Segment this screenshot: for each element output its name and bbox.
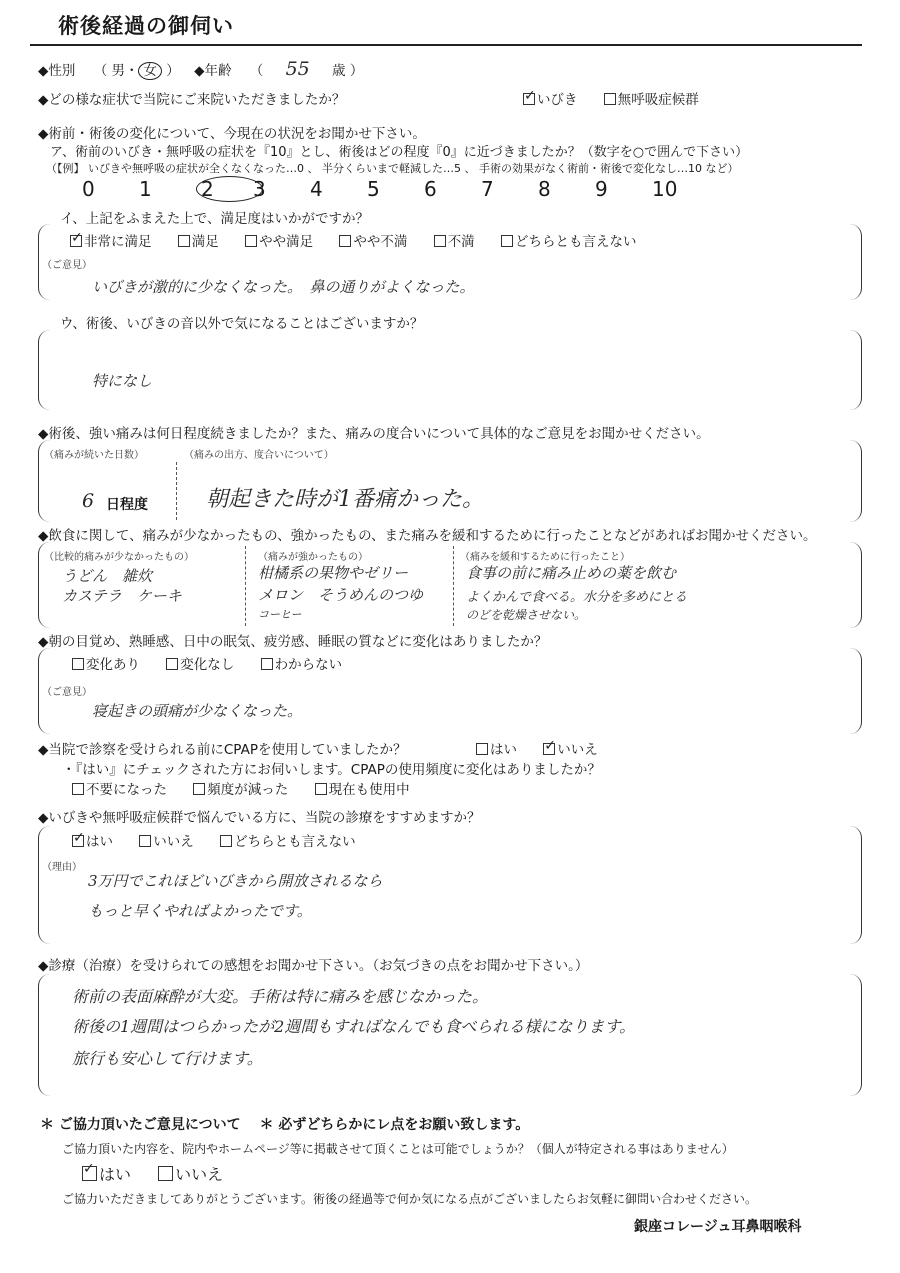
option-label: 頻度が減った [207, 782, 289, 798]
pain-divider [176, 462, 177, 520]
cpap-option-no[interactable] [543, 742, 598, 758]
option-label: どちらとも言えない [514, 234, 637, 250]
checkbox-icon[interactable] [82, 1166, 97, 1181]
impression-question: ◆診療（治療）を受けられての感想をお聞かせ下さい。（お気づきの点をお聞かせ下さい。） [38, 958, 589, 974]
consent-options [82, 1162, 245, 1185]
checkbox-icon[interactable] [72, 835, 84, 847]
checkbox-icon[interactable] [72, 783, 84, 795]
option-label: 変化なし [180, 657, 235, 673]
checkbox-icon[interactable] [543, 743, 555, 755]
age-value[interactable]: 55 [285, 58, 310, 80]
change-example: （【例】 いびきや無呼吸の症状が全くなくなった…0 、 半分くらいまで軽減した…5 、 手術の効果がなく術前・術後で変化なし…10 など） [46, 162, 739, 175]
age-label: ◆年齢 [194, 63, 232, 79]
option-label: 現在も使用中 [328, 782, 410, 798]
food-col3-line[interactable]: よくかんで食べる。水分を多めにとる [466, 590, 688, 605]
recommend-question: ◆いびきや無呼吸症候群で悩んでいる方に、当院の診療をすすめますか？ [38, 810, 481, 826]
option-label: 満足 [191, 234, 219, 250]
satisfaction-options [70, 230, 658, 250]
pain-days-unit: 日程度 [106, 497, 148, 513]
pain-days-label: （痛みが続いた日数） [44, 450, 144, 461]
consent-heading-b: ＊ 必ずどちらかにレ点をお願い致します。 [259, 1117, 530, 1133]
recommend-option-no[interactable] [139, 834, 194, 850]
checkbox-icon[interactable] [72, 658, 84, 670]
scale-2-circled[interactable] [196, 176, 253, 202]
option-label: わからない [274, 657, 343, 673]
recommend-reason-line[interactable]: 3万円でこれほどいびきから開放されるなら [88, 872, 383, 890]
checkbox-icon[interactable] [178, 235, 190, 247]
consent-option-yes[interactable] [82, 1165, 131, 1184]
scale-5[interactable]: 5 [367, 177, 380, 201]
change-instruction: ア、術前のいびき・無呼吸の症状を『10』とし、術後はどの程度『0』に近づきましたか？（数字を○で囲んで下さい） [50, 145, 749, 160]
age-close: ） [349, 63, 364, 79]
scale-10[interactable]: 10 [652, 177, 678, 201]
recommend-reason-label: （理由） [42, 862, 82, 873]
consent-thanks: ご協力いただきましてありがとうございます。術後の経過等で何か気になる点がございましたらお気軽に御問い合わせください。 [62, 1192, 758, 1206]
clinic-name: 銀座コレージュ耳鼻咽喉科 [634, 1219, 802, 1235]
age-unit: 歳 [332, 63, 346, 79]
checkbox-icon[interactable] [220, 835, 232, 847]
satisfaction-opinion[interactable]: いびきが激的に少なくなった。 鼻の通りがよくなった。 [92, 278, 475, 296]
checkbox-icon[interactable] [339, 235, 351, 247]
scale-7[interactable]: 7 [481, 177, 494, 201]
symptom-option-apnea[interactable] [604, 92, 699, 108]
scale-0[interactable]: 0 [82, 177, 95, 201]
pain-detail-label: （痛みの出方、度合いについて） [184, 450, 334, 461]
scale-9[interactable]: 9 [595, 177, 608, 201]
sex-separator: ・ [124, 63, 139, 79]
option-label: いいえ [153, 834, 194, 850]
cpap-question: ◆当院で診察を受けられる前にCPAPを使用していましたか？ [38, 742, 407, 758]
change-scale [82, 176, 709, 202]
option-label: いいえ [175, 1165, 224, 1184]
checkbox-icon[interactable] [604, 93, 616, 105]
satisfaction-question: イ、上記をふまえた上で、満足度はいかがですか？ [60, 211, 370, 227]
checkbox-icon[interactable] [158, 1166, 173, 1181]
consent-heading [40, 1114, 529, 1134]
satisfaction-option[interactable] [70, 234, 152, 250]
pain-question: ◆術後、強い痛みは何日程度続きましたか？また、痛みの度合いについて具体的なご意見をお聞かせください。 [38, 426, 710, 442]
checkbox-icon[interactable] [166, 658, 178, 670]
recommend-options [72, 830, 378, 850]
option-label: やや不満 [353, 234, 408, 250]
satisfaction-option[interactable] [245, 234, 313, 250]
option-label: 不要になった [86, 782, 167, 798]
page-title: 術後経過の御伺い [58, 14, 234, 38]
satisfaction-option[interactable] [178, 234, 219, 250]
food-col3-line[interactable]: 食事の前に痛み止めの薬を飲む [466, 564, 677, 582]
scale-6[interactable]: 6 [424, 177, 437, 201]
scale-3[interactable]: 3 [253, 177, 266, 201]
food-col2-line[interactable]: メロン そうめんのつゆ [258, 586, 424, 604]
cpap-followup: ・『はい』にチェックされた方にお伺いします。CPAPの使用頻度に変化はありましたか？ [62, 762, 601, 778]
cpap-followup-option[interactable] [315, 782, 410, 798]
food-divider-1 [245, 546, 246, 626]
food-col1-line[interactable]: カステラ ケーキ [62, 587, 182, 605]
sleep-opinion-label: （ご意見） [42, 687, 92, 698]
checkbox-icon[interactable] [315, 783, 327, 795]
checkbox-icon[interactable] [476, 743, 488, 755]
checkbox-icon[interactable] [70, 235, 82, 247]
consent-question: ご協力頂いた内容を、院内やホームページ等に掲載させて頂くことは可能でしょうか？（個人が特定される事はありません） [62, 1142, 734, 1156]
other-question: ウ、術後、いびきの音以外で気になることはございますか？ [60, 316, 424, 332]
sex-female-circled[interactable]: 女 [138, 62, 162, 80]
consent-heading-a: ＊ ご協力頂いたご意見について [40, 1117, 241, 1133]
cpap-option-yes[interactable] [476, 742, 517, 758]
change-question: ◆術前・術後の変化について、今現在の状況をお聞かせ下さい。 [38, 126, 426, 142]
option-label: はい [99, 1165, 132, 1184]
option-label: 変化あり [86, 657, 140, 673]
sleep-opinion[interactable]: 寝起きの頭痛が少なくなった。 [92, 702, 303, 720]
satisfaction-option[interactable] [434, 234, 475, 250]
impression-line[interactable]: 術前の表面麻酔が大変。手術は特に痛みを感じなかった。 [72, 987, 489, 1006]
food-col3-label: （痛みを緩和するために行ったこと） [460, 552, 630, 563]
scale-4[interactable]: 4 [310, 177, 323, 201]
checkbox-icon[interactable] [139, 835, 151, 847]
sleep-option[interactable] [166, 657, 234, 673]
food-divider-2 [453, 546, 454, 626]
impression-line[interactable]: 術後の1週間はつらかったが2週間もすればなんでも食べられる様になります。 [72, 1017, 636, 1036]
sleep-question: ◆朝の目覚め、熟睡感、日中の眠気、疲労感、睡眠の質などに変化はありましたか？ [38, 634, 548, 650]
scale-1[interactable]: 1 [139, 177, 152, 201]
checkbox-icon[interactable] [434, 235, 446, 247]
sleep-option[interactable] [72, 657, 140, 673]
food-col1-label: （比較的痛みが少なかったもの） [44, 552, 194, 563]
other-answer[interactable]: 特になし [92, 372, 153, 390]
consent-option-no[interactable] [158, 1165, 223, 1184]
checkbox-icon[interactable] [261, 658, 273, 670]
recommend-option-yes[interactable] [72, 834, 113, 850]
food-col2-label: （痛みが強かったもの） [258, 552, 368, 563]
recommend-option-neutral[interactable] [220, 834, 356, 850]
checkbox-icon[interactable] [193, 783, 205, 795]
food-col2-line[interactable]: コーヒー [258, 608, 302, 621]
impression-line[interactable]: 旅行も安心して行けます。 [72, 1049, 263, 1068]
option-label: 不満 [447, 234, 475, 250]
checkbox-icon[interactable] [245, 235, 257, 247]
recommend-reason-line[interactable]: もっと早くやればよかったです。 [88, 902, 312, 920]
option-label: 非常に満足 [84, 234, 152, 250]
food-col3-line[interactable]: のどを乾燥させない。 [466, 608, 587, 622]
scale-2-value: 2 [196, 176, 263, 202]
scale-8[interactable]: 8 [538, 177, 551, 201]
other-box [38, 330, 862, 410]
sex-close: ） [166, 63, 180, 79]
cpap-options [476, 738, 620, 758]
pain-detail[interactable]: 朝起きた時が1番痛かった。 [206, 487, 484, 512]
symptom-option-snoring[interactable] [523, 92, 578, 108]
symptom-question: ◆どの様な症状で当院にご来院いただきましたか？ [38, 92, 346, 108]
satisfaction-option[interactable] [339, 234, 407, 250]
option-label: 無呼吸症候群 [617, 92, 699, 108]
cpap-followup-option[interactable] [72, 782, 167, 798]
food-question: ◆飲食に関して、痛みが少なかったもの、強かったもの、また痛みを緩和するために行ったことなどがあればお聞かせください。 [38, 528, 817, 544]
food-col1-line[interactable]: うどん 雑炊 [62, 567, 153, 585]
food-col2-line[interactable]: 柑橘系の果物やゼリー [258, 564, 409, 582]
satisfaction-option[interactable] [501, 234, 637, 250]
cpap-followup-option[interactable] [193, 782, 288, 798]
pain-days-value[interactable]: 6 [82, 490, 95, 512]
symptom-options [523, 88, 721, 108]
option-label: どちらとも言えない [234, 834, 356, 850]
age-open: （ [249, 63, 264, 79]
option-label: はい [86, 834, 113, 850]
option-label: いいえ [557, 742, 598, 758]
sleep-options [72, 653, 364, 673]
option-label: はい [490, 742, 517, 758]
title-divider [30, 44, 862, 46]
checkbox-icon[interactable] [501, 235, 513, 247]
sex-label: ◆性別 [38, 63, 76, 79]
cpap-followup-options [72, 778, 432, 798]
option-label: いびき [537, 92, 578, 108]
profile-row [38, 58, 363, 80]
satisfaction-opinion-label: （ご意見） [42, 260, 92, 271]
option-label: やや満足 [259, 234, 314, 250]
sex-male[interactable]: 男 [111, 63, 125, 79]
sex-open: （ [93, 63, 108, 79]
sleep-option[interactable] [261, 657, 343, 673]
checkbox-icon[interactable] [523, 93, 535, 105]
